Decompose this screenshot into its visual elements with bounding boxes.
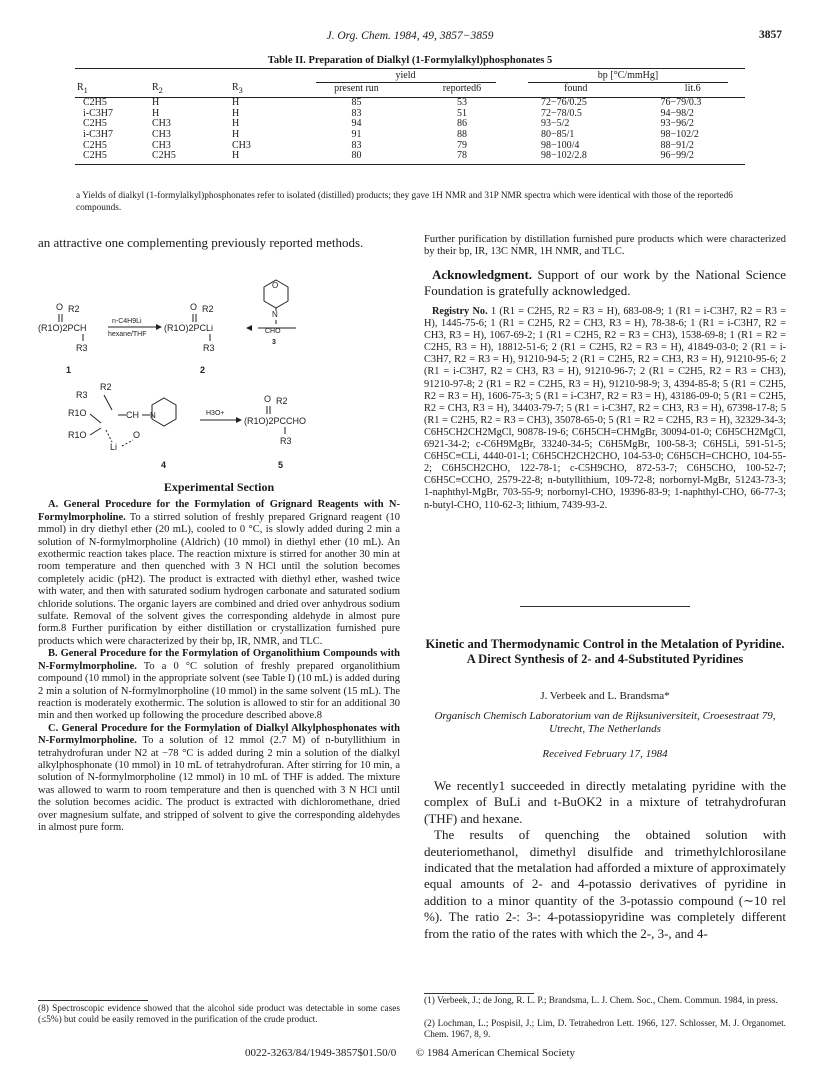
copyright: © 1984 American Chemical Society (415, 1047, 575, 1059)
table-row: i-C3H7 CH3 H 91 88 80−85/1 98−102/2 (83, 128, 699, 140)
article-paragraph-1: We recently1 succeeded in directly metalating pyridine with the complex of BuLi and t-BuOK2 in a mixture of tetrahydrofuran (THF) and hexane. (424, 778, 786, 826)
scheme-o-label: O (264, 394, 272, 404)
compound-number-5: 5 (278, 460, 284, 470)
table-footnote: a Yields of dialkyl (1-formylalkyl)phosphonates refer to isolated (distilled) products; they gave 1H NMR and 31P NMR spectra which were identical with those of the reported6 compounds. (76, 191, 733, 213)
scheme-r3-label: R3 (280, 436, 292, 446)
article-body (424, 778, 786, 942)
page-footer (0, 1047, 820, 1059)
scheme-r2-label: R2 (202, 304, 214, 314)
table-row: C2H5 H H 85 53 72−76/0.25 76−79/0.3 (83, 97, 702, 109)
reagent-butyllithium: n-C4H9Li (112, 318, 142, 325)
scheme-o-label: O (190, 302, 198, 312)
col-header-reported: reported6 (413, 83, 511, 98)
procedure-b-heading: B. General Procedure for the Formylation of Organolithium Compounds with N-Formylmorpholine. (38, 648, 400, 672)
scheme-r3-label: R3 (203, 343, 215, 353)
acknowledgment-body: Support of our work by the National Science Foundation is gratefully acknowledged. (424, 267, 786, 299)
footnote-divider (38, 1000, 148, 1001)
scheme-compound5-formula: (R1O)2PCCHO (244, 416, 307, 426)
scheme-r2-label: R2 (100, 382, 112, 392)
footnote-1: (1) Verbeek, J.; de Jong, R. L. P.; Brandsma, L. J. Chem. Soc., Chem. Commun. 1984, in press. (424, 996, 778, 1006)
scheme-o-label: O (133, 430, 141, 440)
received-date: Received February 17, 1984 (542, 748, 668, 760)
scheme-compound2-formula: (R1O)2PCLi (164, 323, 214, 333)
col-header-r1: $R_1$ (75, 83, 150, 98)
intro-text: an attractive one complementing previously reported methods. (38, 235, 364, 250)
registry-body: 1 (R1 = C2H5, R2 = R3 = H), 683-08-9; 1 (R1 = i-C3H7, R2 = R3 = H), 1445-75-6; 1 (R1 = C2H5, R2 = CH3, R3 = H), 78-38-6; 1 (R1 = i-C3H7, R2 = CH3, R3 = H), 1067-69-2; 1 (R1 = C2H5, R2 = R3 = CH3), 1538-69-8; 1 (R1 = R2 = C2H5, R3 = H), 18812-51-6; 2 (R1 = C2H5, R2 = R3 = H), 41849-03-0; 2 (R1 = i-C3H7, R2 = R3 = H), 91210-94-5; 2 (R1 = C2H5, R2 = CH3, R3 = H), 91210-95-6; 2 (R1 = i-C3H7, R2 = CH3, R3 = H), 91210-96-7; 2 (R1 = C2H5, R2 = R3 = CH3), 91210-97-8; 2 (R1 = R2 = C2H5, R3 = H), 91210-98-9; 3, 4394-85-8; 5 (R1 = C2H5, R2 = R3 = H), 1606-75-3; 5 (R1 = i-C3H7, R2 = R3 = H), 43186-09-0; 5 (R1 = C2H5, R2 = CH3, R3 = H), 34403-79-7; 5 (R1 = i-C3H7, R2 = CH3, R3 = H), 67398-17-8; 5 (R1 = C2H5, R2 = R3 = CH3), 35078-65-0; 5 (R1 = R2 = C2H5, R3 = H), 32329-34-3; C6H5CH2CH2MgCl, 90878-19-6; C6H5CH=CHMgBr, 30094-01-0; C6H5CH2MgCl, 6921-34-2; c-C6H9MgBr, 33240-34-5; C6H5MgBr, 100-58-3; C6H5Li, 591-51-5; C6H5C≡CLi, 4440-01-1; C6H5CH2CH2CHO, 104-53-0; C6H5CH=CHCHO, 104-55-2; C6H5CH2CHO, 122-78-1; c-C5H9CHO, 872-53-7; C6H5CHO, 100-52-7; C6H5C≡CCHO, 2579-22-8; n-butyllithium, 109-72-8; norbornyl-MgBr, 51243-73-3; 1-naphthyl-MgBr, 703-55-9; norbornyl-CHO, 19396-83-9; 1-naphthyl-CHO, 66-77-3; n-butyl-CHO, 110-62-3; lithium, 7439-93-2. (424, 306, 786, 511)
col-header-found: found (511, 83, 640, 98)
article-code: 0022-3263/84/1949-3857$01.50/0 (244, 1047, 397, 1059)
table-row: C2H5 CH3 H 94 86 93−5/2 93−96/2 (83, 118, 694, 130)
registry-heading: Registry No. (432, 306, 488, 317)
procedure-c-body: To a solution of 12 mmol (2.7 M) of n-butyllithium in tetrahydrofuran under N2 at −78 °C is added during 2 min a solution of the dialkyl alkylphosphonate (10 mmol) in 10 mL of tetrahydrofuran. After stirring for 10 min, a solution of N-formylmorpholine (12 mmol) in 10 mL of THF is added. The mixture was allowed to warm to room temperature and then is quenched with 3 N HCl until the solution becomes acidic. The product is extracted with dichloromethane, dried over magnesium sulfate, and stripped of solvent to give the corresponding aldehydes in almost pure form. (38, 735, 400, 833)
compound-number-2: 2 (200, 365, 206, 375)
procedure-c (38, 723, 400, 835)
acknowledgment-heading: Acknowledgment. (432, 267, 533, 282)
footnote-2: (2) Lochman, L.; Pospisil, J.; Lim, D. Tetrahedron Lett. 1966, 127. Schlosser, M. J. Organomet. Chem. 1967, 8, 9. (424, 1019, 786, 1040)
compound-number-1: 1 (66, 365, 72, 375)
footnote-8: (8) Spectroscopic evidence showed that the alcohol side product was detectable in some cases (≤5%) but could be easily removed in the purification of the crude product. (38, 1004, 400, 1025)
col-header-r3: $R_3$ (230, 83, 300, 98)
scheme-ch-label: CH (126, 410, 139, 420)
article-paragraph-2: The results of quenching the obtained solution with deuteriomethanol, dimethyl disulfide and trimethylchlorosilane indicated that the metalation had afforded a mixture of approximately equal amounts of 2- and 4-potassio derivatives of pyridine in addition to a minor quantity of the 3-potassio compound (∼10 rel %). The ratio 2-: 3-: 4-potassiopyridine was completely different from the ratio of the rates with which the 2-, 3-, and 4- (424, 827, 786, 941)
reaction-scheme (38, 278, 400, 478)
registry-numbers (424, 306, 786, 512)
scheme-r1o-label: R1O (68, 408, 87, 418)
acknowledgment (424, 267, 786, 300)
bp-group-header: bp [°C/mmHg] (528, 71, 728, 83)
compound-number-4: 4 (161, 460, 167, 470)
col-header-present: present run (300, 83, 413, 98)
scheme-r2-label: R2 (276, 396, 288, 406)
table-row: i-C3H7 H H 83 51 72−78/0.5 94−98/2 (83, 107, 694, 119)
scheme-r1o-label: R1O (68, 430, 87, 440)
scheme-li-label: Li (110, 442, 118, 452)
reagent-acid: H3O+ (206, 410, 225, 417)
procedure-a-heading: A. General Procedure for the Formylation of Grignard Reagents with N-Formylmorpholine. (38, 499, 400, 523)
scheme-o-label: O (56, 302, 64, 312)
scheme-compound1-formula: (R1O)2PCH (38, 323, 87, 333)
scheme-n-label: N (272, 310, 278, 319)
reagent-cho: CHO (265, 328, 281, 335)
col-header-r2: $R_2$ (150, 83, 230, 98)
scheme-n-label: N (150, 411, 156, 420)
procedure-c-heading: C. General Procedure for the Formylation of Dialkyl Alkylphosphonates with N-Formylmorpholine. (38, 722, 400, 747)
further-purification-text: Further purification by distillation furnished pure products which were characterized by their bp, IR, 13C NMR, 1H NMR, and TLC. (424, 234, 786, 257)
procedure-b-body: To a 0 °C solution of freshly prepared organolithium compound (10 mmol) in the appropriate solvent (see Table I) (10 mL) is added during 2 min a solution of N-formylmorpholine (10 mmol) in the same solvent (15 mL). The reaction is moderately exothermic. The solution is allowed to stir for an additional 30 min and then worked up following the procedure described above.8 (38, 660, 400, 722)
article-divider (520, 606, 690, 607)
yield-group-header: yield (316, 71, 496, 83)
article-authors: J. Verbeek and L. Brandsma* (540, 690, 670, 702)
scheme-o-label: O (272, 281, 279, 290)
procedure-b (38, 648, 400, 722)
scheme-r2-label: R2 (68, 304, 80, 314)
page-number: 3857 (759, 29, 782, 41)
running-header: J. Org. Chem. 1984, 49, 3857−3859 (326, 30, 494, 42)
table-row: C2H5 CH3 CH3 83 79 98−100/4 88−91/2 (83, 139, 694, 151)
table-title: Table II. Preparation of Dialkyl (1-Formylalkyl)phosphonates 5 (267, 55, 553, 66)
left-body (38, 481, 400, 834)
article-affiliation: Organisch Chemisch Laboratorium van de Rijksuniversiteit, Croesestraat 79, Utrecht, The Netherlands (434, 710, 776, 735)
procedure-a-body: To a stirred solution of freshly prepared Grignard reagent (10 mmol) in dry diethyl ether (20 mL), cooled to 0 °C, is slowly added during 2 min a solution of N-formylmorpholine (Aldrich) (10 mmol) in diethyl ether (10 mL). An exothermic reaction takes place. The reaction mixture is stirred for another 30 min at room temperature and then quenched with 3 N HCl until the solution becomes completely acidic (pH2). The product is extracted with diethyl ether, washed twice with water, and then with saturated sodium hydrogen carbonate and saturated sodium chloride solutions. The organic layers are combined and dried over anhydrous sodium sulfate. Removal of the solvent gives the corresponding aldehyde in almost pure form.8 Further purification by either distillation or crystallization furnished pure products which were characterized by their bp, IR, NMR, and TLC. (38, 511, 400, 647)
solvent-label: hexane/THF (108, 331, 147, 338)
procedure-a (38, 499, 400, 648)
footnote-divider (424, 993, 534, 994)
section-title: Experimental Section (163, 480, 275, 494)
scheme-r3-label: R3 (76, 343, 88, 353)
col-header-lit: lit.6 (640, 83, 745, 98)
article-title: Kinetic and Thermodynamic Control in the Metalation of Pyridine. A Direct Synthesis of 2- and 4-Substituted Pyridines (425, 637, 785, 666)
phosphonate-table (75, 68, 745, 165)
reagent-number-3: 3 (272, 339, 276, 346)
table-row: C2H5 C2H5 H 80 78 98−102/2.8 96−99/2 (75, 151, 745, 164)
scheme-r3-label: R3 (76, 390, 88, 400)
